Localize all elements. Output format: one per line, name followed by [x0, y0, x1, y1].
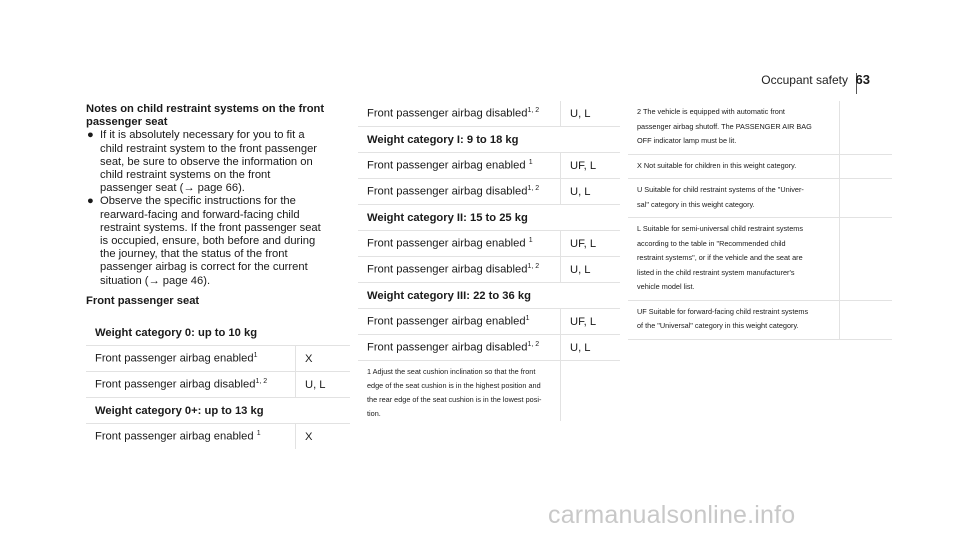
row-value: U, L: [561, 257, 621, 283]
footnote-ref: 1, 2: [527, 107, 540, 115]
legend-line: 2 The vehicle is equipped with automatic front: [637, 107, 785, 116]
category-row: [86, 398, 350, 424]
page-header: [0, 73, 960, 93]
watermark: carmanualsonline.info: [548, 501, 796, 529]
legend-line: vehicle model list.: [637, 282, 695, 291]
footnote-ref: 1, 2: [527, 185, 540, 193]
category-label: Weight category III: 22 to 36 kg: [358, 283, 620, 309]
note-bullet: [86, 129, 352, 195]
section-title: Occupant safety: [761, 73, 848, 87]
table-row: [86, 372, 350, 398]
category-label: Weight category I: 9 to 18 kg: [358, 127, 620, 153]
row-label-text: Front passenger airbag disabled: [367, 263, 528, 276]
bullet-icon: ●: [87, 195, 94, 208]
row-value: X: [296, 346, 351, 372]
footnote-ref: 1: [528, 159, 533, 167]
legend-u: [628, 179, 840, 218]
table-row: [86, 424, 350, 450]
footnote-1: [358, 361, 561, 422]
legend-line: according to the table in "Recommended child: [637, 238, 786, 248]
row-label: [358, 153, 561, 179]
note-line: passenger seat (→ page 66).: [100, 182, 245, 195]
legend-line: L Suitable for semi-universal child restraint systems: [637, 224, 803, 233]
legend-line: sal" category in this weight category.: [637, 199, 755, 209]
legend-line: of the "Universal" category in this weight category.: [637, 321, 799, 330]
footnote-line: tion.: [367, 409, 381, 418]
row-label-text: Front passenger airbag disabled: [367, 185, 528, 198]
note-line: passenger airbag is correct for the current: [100, 261, 308, 274]
table-row: [358, 231, 620, 257]
legend-line: passenger airbag shutoff. The PASSENGER AIR BAG: [637, 121, 812, 131]
legend-row: [628, 101, 892, 154]
footnote-row: [358, 361, 620, 422]
footnote-ref: 1, 2: [527, 341, 540, 349]
row-label: [358, 309, 561, 335]
legend-uf: [628, 300, 840, 339]
legend-row: [628, 218, 892, 301]
row-label-text: Front passenger airbag disabled: [95, 378, 256, 391]
legend-empty-cell: [840, 300, 893, 339]
legend-line: listed in the child restraint system manufacturer's: [637, 267, 795, 277]
category-row: [358, 205, 620, 231]
legend-empty-cell: [840, 179, 893, 218]
row-value: U, L: [561, 101, 621, 127]
table-row: [358, 257, 620, 283]
row-label: [86, 346, 296, 372]
footnote-ref: 1, 2: [255, 378, 268, 386]
legend-l: [628, 218, 840, 301]
note-line: child restraint systems on the front: [100, 169, 271, 182]
footnote-ref: 1: [525, 315, 530, 323]
row-value: U, L: [296, 372, 351, 398]
category-label: Weight category II: 15 to 25 kg: [358, 205, 620, 231]
category-row: [86, 320, 350, 346]
note-line: situation (→ page 46).: [100, 274, 211, 287]
row-value: U, L: [561, 335, 621, 361]
row-value: U, L: [561, 179, 621, 205]
page-number: 63: [855, 72, 870, 87]
row-value: UF, L: [561, 231, 621, 257]
footnote-line: edge of the seat cushion is in the highest position and: [367, 381, 541, 390]
legend-row: [628, 300, 892, 339]
note-line: restraint systems. If the front passenger seat: [100, 221, 321, 234]
category-row: [358, 127, 620, 153]
legend-line: restraint systems", or if the vehicle and the seat are: [637, 253, 803, 262]
note-line: Observe the specific instructions for the: [100, 195, 296, 208]
note-line: seat, be sure to observe the information on: [100, 155, 313, 168]
note-line: is occupied, ensure, both before and during: [100, 235, 316, 248]
notes-heading: [86, 103, 352, 129]
row-label: [358, 257, 561, 283]
category-label: Weight category 0: up to 10 kg: [86, 320, 350, 346]
legend-empty-cell: [840, 154, 893, 179]
footnote-line: 1 Adjust the seat cushion inclination so that the front: [367, 367, 536, 376]
legend-line: OFF indicator lamp must be lit.: [637, 136, 737, 145]
legend-empty-cell: [840, 101, 893, 154]
row-label: [358, 179, 561, 205]
footnote-ref: 1, 2: [527, 263, 540, 271]
table-row: [86, 346, 350, 372]
notes-column: [86, 103, 352, 308]
footnote-ref: 1: [256, 430, 261, 438]
table-row: [358, 335, 620, 361]
bullet-icon: ●: [87, 129, 94, 142]
notes-heading-line: Notes on child restraint systems on the front: [86, 103, 325, 115]
weight-table-part2: [358, 101, 620, 421]
legend-x: [628, 154, 840, 179]
row-value: X: [296, 424, 351, 450]
row-label: [358, 101, 561, 127]
legend-row: [628, 154, 892, 179]
row-label-text: Front passenger airbag enabled: [367, 159, 529, 172]
row-label-text: Front passenger airbag enabled: [367, 237, 529, 250]
row-label: [358, 335, 561, 361]
legend-empty-cell: [840, 218, 893, 301]
footnote-empty-cell: [561, 361, 621, 422]
footnote-line: the rear edge of the seat cushion is in the lowest posi-: [367, 395, 542, 404]
notes-list: [86, 129, 352, 287]
table-row: [358, 309, 620, 335]
front-passenger-seat-subheading: Front passenger seat: [86, 294, 200, 307]
legend-line: UF Suitable for forward-facing child restraint systems: [637, 306, 809, 316]
row-label: [358, 231, 561, 257]
legend-line: X Not suitable for children in this weight category.: [637, 160, 797, 170]
category-label: Weight category 0+: up to 13 kg: [86, 398, 350, 424]
row-label-text: Front passenger airbag enabled: [95, 352, 254, 365]
row-label-text: Front passenger airbag disabled: [367, 107, 528, 120]
legend-line: U Suitable for child restraint systems of the "Univer-: [637, 185, 804, 194]
row-label-text: Front passenger airbag enabled: [95, 430, 257, 443]
legend-note-2: [628, 101, 840, 154]
row-label: [86, 372, 296, 398]
category-row: [358, 283, 620, 309]
weight-table-part1: [86, 320, 350, 449]
legend-table: [628, 101, 892, 340]
row-label-text: Front passenger airbag enabled: [367, 315, 526, 328]
row-label: [86, 424, 296, 450]
table-row: [358, 101, 620, 127]
note-line: rearward-facing and forward-facing child: [100, 208, 300, 221]
table-row: [358, 153, 620, 179]
row-value: UF, L: [561, 309, 621, 335]
row-label-text: Front passenger airbag disabled: [367, 341, 528, 354]
table-row: [358, 179, 620, 205]
footnote-ref: 1: [253, 352, 258, 360]
footnote-ref: 1: [528, 237, 533, 245]
row-value: UF, L: [561, 153, 621, 179]
legend-row: [628, 179, 892, 218]
notes-heading-line: passenger seat: [86, 116, 168, 129]
note-line: the journey, that the status of the front: [100, 248, 288, 261]
note-bullet: [86, 195, 352, 287]
note-line: child restraint system to the front passenger: [100, 142, 318, 155]
note-line: If it is absolutely necessary for you to fit a: [100, 129, 305, 142]
